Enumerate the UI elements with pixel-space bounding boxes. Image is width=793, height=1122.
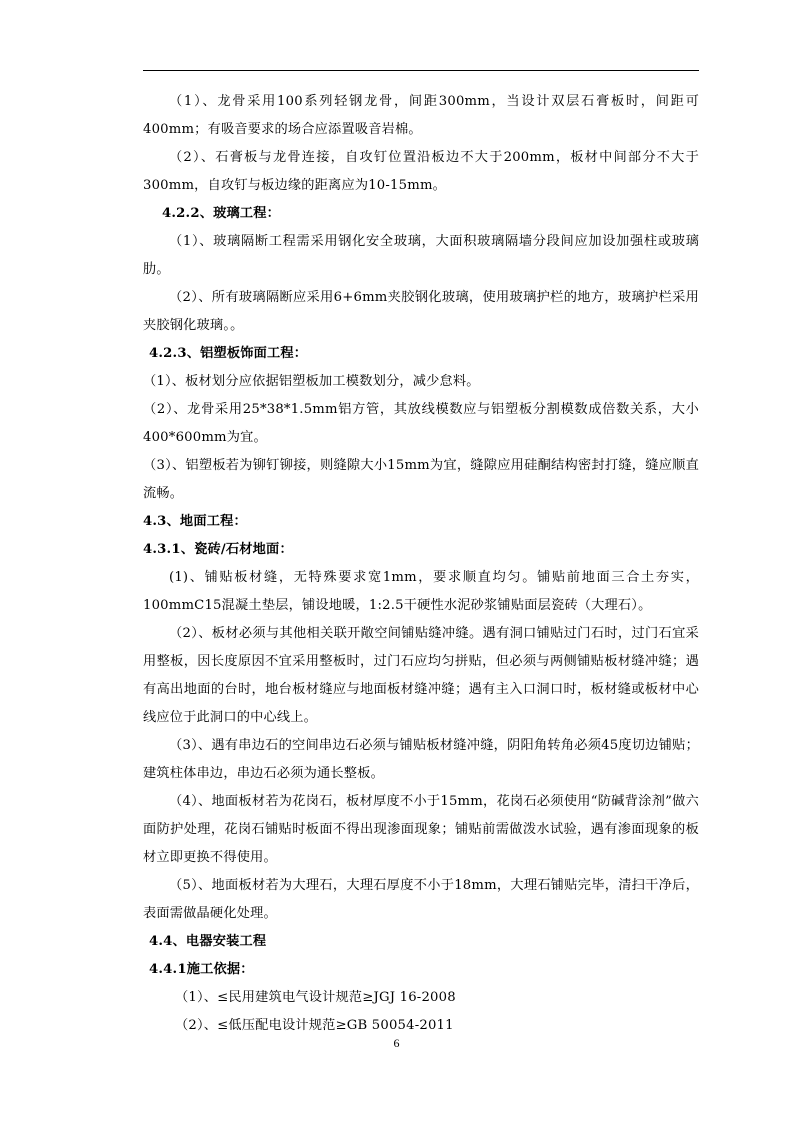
heading-4-4-1-basis: 4.4.1施工依据： <box>149 962 254 977</box>
paragraph-joint-alignment: （2）、板材必须与其他相关联开敞空间铺贴缝冲缝。遇有洞口铺贴过门石时，过门石宜采用整板，因长度原因不宜采用整板时，过门石应均匀拼贴，但必须与两侧铺贴板材缝冲缝；遇有高出地面的台时，地台板材缝应与地面板材缝冲缝；遇有主入口洞口时，板材缝或板材中心线应位于此洞口的中心线上。 <box>143 626 699 725</box>
list-item-standard-jgj: （1）、≤民用建筑电气设计规范≥JGJ 16-2008 <box>175 990 456 1005</box>
page-number: 6 <box>393 1036 400 1050</box>
list-item-standard-gb: （2）、≤低压配电设计规范≥GB 50054-2011 <box>175 1018 454 1033</box>
heading-4-4-electrical: 4.4、电器安装工程 <box>149 934 267 949</box>
header-rule <box>143 70 699 71</box>
paragraph-marble: （5）、地面板材若为大理石，大理石厚度不小于18mm，大理石铺贴完毕，清扫干净后，表面需做晶硬化处理。 <box>143 878 699 921</box>
heading-4-3-1-tile-stone: 4.3.1、瓷砖/石材地面： <box>143 542 293 557</box>
paragraph-panel-division: （1）、板材划分应依据铝塑板加工模数划分，减少怠料。 <box>143 374 480 389</box>
heading-4-2-2-glass: 4.2.2、玻璃工程： <box>162 206 281 221</box>
heading-4-3-floor: 4.3、地面工程： <box>143 514 247 529</box>
paragraph-joint-width: (1)、铺贴板材缝，无特殊要求宽1mm，要求顺直均匀。铺贴前地面三合土夯实，100mmC15混凝土垫层，铺设地暖，1:2.5干硬性水泥砂浆铺贴面层瓷砖（大理石）。 <box>143 570 699 613</box>
paragraph-keel-spacing: （1）、龙骨采用100系列轻钢龙骨，间距300mm，当设计双层石膏板时，间距可400mm；有吸音要求的场合应添置吸音岩棉。 <box>143 94 699 137</box>
paragraph-rivet-joint: （3）、铝塑板若为铆钉铆接，则缝隙大小15mm为宜，缝隙应用硅酮结构密封打缝，缝应顺直流畅。 <box>143 458 699 501</box>
paragraph-laminated-glass: （2）、所有玻璃隔断应采用6+6mm夹胶钢化玻璃，使用玻璃护栏的地方，玻璃护栏采用夹胶钢化玻璃。。 <box>143 290 699 333</box>
heading-4-2-3-aluminum-panel: 4.2.3、铝塑板饰面工程： <box>149 346 308 361</box>
paragraph-granite: （4）、地面板材若为花岗石，板材厚度不小于15mm，花岗石必须使用“防碱背涂剂”做六面防护处理，花岗石铺贴时板面不得出现渗面现象；铺贴前需做泼水试验，遇有渗面现象的板材立即更换不得使用。 <box>143 794 699 865</box>
paragraph-border-stone: （3）、遇有串边石的空间串边石必须与铺贴板材缝冲缝，阴阳角转角必须45度切边铺贴；建筑柱体串边，串边石必须为通长整板。 <box>143 738 699 781</box>
document-body <box>143 88 699 1040</box>
paragraph-aluminum-tube: （2）、龙骨采用25*38*1.5mm铝方管，其放线模数应与铝塑板分割模数成倍数关系，大小400*600mm为宜。 <box>143 402 699 445</box>
paragraph-gypsum-screws: （2）、石膏板与龙骨连接，自攻钉位置沿板边不大于200mm，板材中间部分不大于300mm，自攻钉与板边缘的距离应为10-15mm。 <box>143 150 699 193</box>
paragraph-glass-partition: （1）、玻璃隔断工程需采用钢化安全玻璃，大面积玻璃隔墙分段间应加设加强柱或玻璃肋。 <box>143 234 699 277</box>
